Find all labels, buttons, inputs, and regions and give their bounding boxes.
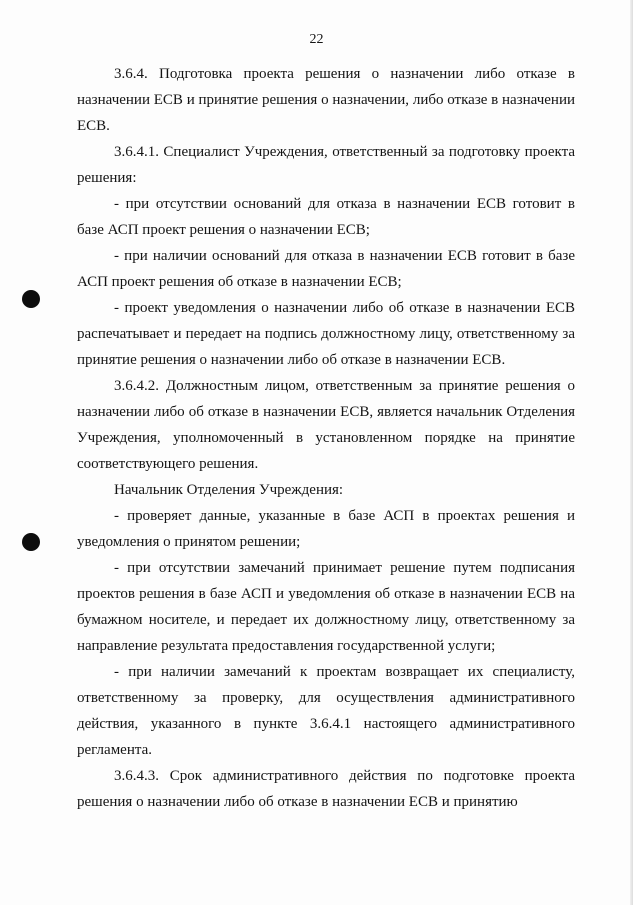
paragraph-department-head: Начальник Отделения Учреждения: [114,482,344,498]
list-item-with-remarks: - при наличии замечаний к проектам возвращает их специалисту, ответственному за проверку, для осуществления административного действия, указанного в пункте 3.6.4.1 настоящего административного регламента. [77,664,575,758]
list-item-notification-draft: - проект уведомления о назначении либо об отказе в назначении ЕСВ распечатывает и передает на подпись должностному лицу, ответственному за принятие решения о назначении либо об отказе в назначении ЕСВ. [77,300,575,368]
paragraph-3-6-4-2: 3.6.4.2. Должностным лицом, ответственным за принятие решения о назначении либо об отказе в назначении ЕСВ, является начальник Отделения Учреждения, уполномоченный в установленном порядке на принятие соответствующего решения. [77,378,575,472]
list-item-checks-data: - проверяет данные, указанные в базе АСП в проектах решения и уведомления о принятом решении; [77,508,575,550]
list-item-grounds-for-refusal: - при наличии оснований для отказа в назначении ЕСВ готовит в базе АСП проект решения об отказе в назначении ЕСВ; [77,248,575,290]
page-number: 22 [309,32,324,47]
list-item-no-grounds-for-refusal: - при отсутствии оснований для отказа в назначении ЕСВ готовит в базе АСП проект решения о назначении ЕСВ; [77,196,575,238]
paragraph-3-6-4-heading: 3.6.4. Подготовка проекта решения о назначении либо отказе в назначении ЕСВ и принятие решения о назначении, либо отказе в назначении ЕСВ. [77,66,575,134]
document-body [77,61,575,815]
punch-hole-bottom [22,533,40,551]
list-item-no-remarks: - при отсутствии замечаний принимает решение путем подписания проектов решения в базе АСП и уведомления об отказе в назначении ЕСВ на бумажном носителе, и передает их должностному лицу, ответственному за направление результата предоставления государственной услуги; [77,560,575,654]
paragraph-3-6-4-1: 3.6.4.1. Специалист Учреждения, ответственный за подготовку проекта решения: [77,144,575,186]
paragraph-3-6-4-3: 3.6.4.3. Срок административного действия по подготовке проекта решения о назначении либо об отказе в назначении ЕСВ и принятию [77,768,575,810]
punch-hole-top [22,290,40,308]
